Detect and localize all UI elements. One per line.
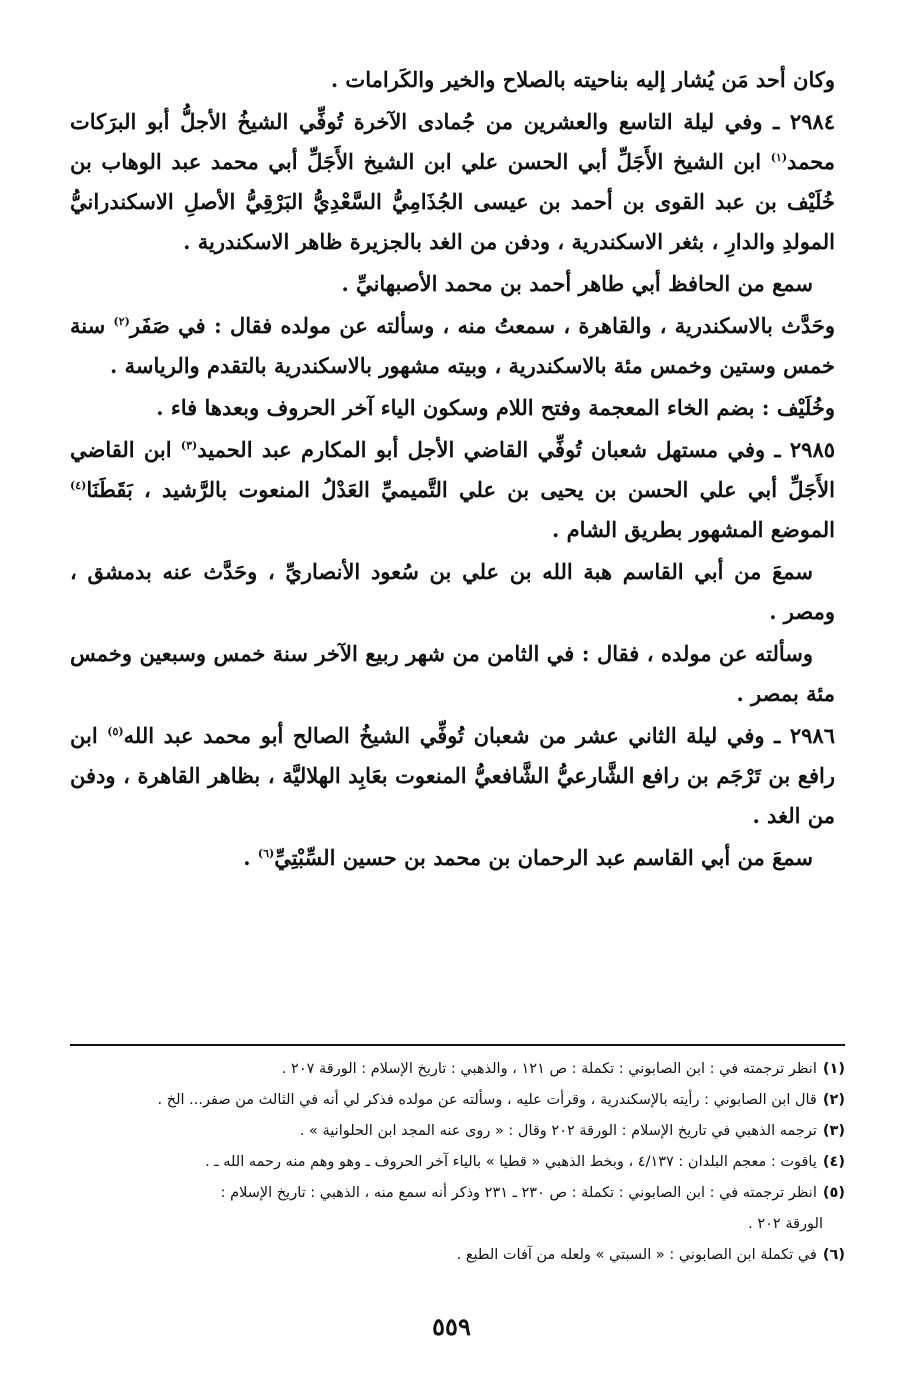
paragraph: وكان أحد مَن يُشار إليه بناحيته بالصلاح والخير والكَرامات . — [330, 67, 835, 92]
footnote-6 — [70, 1240, 845, 1271]
footnote-4 — [70, 1147, 845, 1178]
paragraph-text: سمعَ من أبي القاسم عبد الرحمان بن محمد بن حسين السِّبْتِيِّ — [274, 845, 813, 870]
entry-text: ابن الشيخ الأَجَلِّ أبي الحسن علي ابن الشيخ الأَجَلِّ أبي محمد عبد الوهاب بن خُلَيْف بن عبد القوى بن أحمد بن عيسى الجُذَامِيُّ السَّعْدِيُّ البَرْقِيُّ الأصلِ الاسكندرانيُّ المولدِ والدارِ ، بثغر الاسكندرية ، ودفن من الغد بالجزيرة ظاهر الاسكندرية . — [70, 149, 835, 254]
paragraph: وسألته عن مولده ، فقال : في الثامن من شهر ربيع الآخر سنة خمس وسبعين وخمس مئة بمصر . — [70, 641, 835, 706]
footnote-ref[interactable]: (٥) — [107, 725, 124, 738]
footnote-text: في تكملة ابن الصابوني : « السبتي » ولعله من آفات الطبع . — [456, 1247, 817, 1263]
footnote-number: (١) — [822, 1061, 845, 1077]
footnote-number: (٦) — [822, 1247, 845, 1263]
footnote-1 — [70, 1054, 845, 1085]
entry-text: ـ وفي ليلة التاسع والعشرين من جُمادى الآخرة تُوفِّي الشيخُ الأجلُّ أبو البرَكات محمد — [70, 109, 836, 174]
paragraph — [70, 306, 835, 386]
main-text — [70, 60, 835, 880]
entry-text: الموضع المشهور بطريق الشام . — [552, 517, 835, 542]
paragraph: سمعَ من أبي القاسم هبة الله بن علي بن سُعود الأنصاريِّ ، وحَدَّث عنه بدمشق ، ومصر . — [70, 559, 835, 624]
page-number: ٥٥٩ — [432, 1312, 471, 1341]
footnote-text: ياقوت : معجم البلدان : ٤/١٣٧ ، وبخط الذهبي « قطيا » بالياء آخر الحروف ـ وهو وهم منه رحمه الله ـ . — [205, 1154, 817, 1170]
footnote-ref[interactable]: (٢) — [113, 315, 130, 328]
paragraph: سمع من الحافظ أبي طاهر أحمد بن محمد الأصبهانيِّ . — [341, 271, 813, 296]
footnote-ref[interactable]: (٤) — [70, 479, 87, 492]
entry-text: ابن رافع بن تَرْجَم بن رافع الشَّارعيُّ الشَّافعيُّ المنعوت بعَابِد الهلاليَّة ، بظاهر القاهرة ، ودفن من الغد . — [70, 723, 835, 828]
paragraph — [70, 838, 835, 878]
footnote-5-continuation: الورقة ٢٠٢ . — [748, 1216, 823, 1232]
paragraph: وخُلَيْف : بضم الخاء المعجمة وفتح اللام وسكون الياء آخر الحروف وبعدها فاء . — [156, 395, 835, 420]
footnote-number: (٣) — [822, 1123, 845, 1139]
footnote-number: (٤) — [822, 1154, 845, 1170]
footnote-3 — [70, 1116, 845, 1147]
footnote-divider — [70, 1044, 845, 1046]
entry-2986 — [70, 716, 835, 836]
footnote-text: انظر ترجمته في : ابن الصابوني : تكملة : ص ١٢١ ، والذهبي : تاريخ الإسلام : الورقة ٢٠٧ . — [281, 1061, 817, 1077]
footnote-number: (٢) — [822, 1092, 845, 1108]
footnote-2 — [70, 1085, 845, 1116]
footnote-5 — [70, 1178, 845, 1209]
entry-text: ـ وفي مستهل شعبان تُوفِّي القاضي الأجل أبو المكارم عبد الحميد — [197, 437, 781, 462]
footnote-ref[interactable]: (٦) — [257, 847, 275, 860]
footnote-text: انظر ترجمته في : ابن الصابوني : تكملة : ص ٢٣٠ ـ ٢٣١ وذكر أنه سمع منه ، الذهبي : تاريخ الإسلام : — [220, 1185, 817, 1201]
entry-text: ابن القاضي الأَجَلِّ أبي علي الحسن بن يحيى بن علي التَّميميِّ العَدْلُ المنعوت بالرَّشيد ، بَقَطَنَا — [70, 437, 835, 502]
paragraph-end: . — [243, 845, 258, 870]
footnote-ref[interactable]: (٣) — [180, 439, 198, 452]
footnote-ref[interactable]: (١) — [770, 151, 788, 164]
entry-number: ٢٩٨٤ — [789, 109, 835, 134]
entry-number: ٢٩٨٦ — [789, 723, 835, 748]
paragraph-text: وحَدَّث بالاسكندرية ، والقاهرة ، سمعتُ منه ، وسألته عن مولده فقال : في صَفَر — [129, 313, 835, 338]
paragraph-text: سنة خمس وستين وخمس مئة بالاسكندرية ، وبيته مشهور بالاسكندرية بالتقدم والرياسة . — [70, 313, 835, 378]
footnotes — [70, 1054, 845, 1271]
entry-number: ٢٩٨٥ — [789, 437, 836, 462]
footnote-text: قال ابن الصابوني : رأيته بالإسكندرية ، وقرأت عليه ، وسألته عن مولده فذكر لي أنه في الثالث من صفر... الخ . — [157, 1092, 817, 1108]
footnote-number: (٥) — [822, 1185, 845, 1201]
entry-2985 — [70, 430, 835, 550]
entry-text: ـ وفي ليلة الثاني عشر من شعبان تُوفِّي الشيخُ الصالح أبو محمد عبد الله — [123, 723, 781, 748]
footnote-text: ترجمه الذهبي في تاريخ الإسلام : الورقة ٢٠٢ وقال : « روى عنه المجد ابن الحلوانية » . — [299, 1123, 817, 1139]
entry-2984 — [70, 102, 835, 262]
